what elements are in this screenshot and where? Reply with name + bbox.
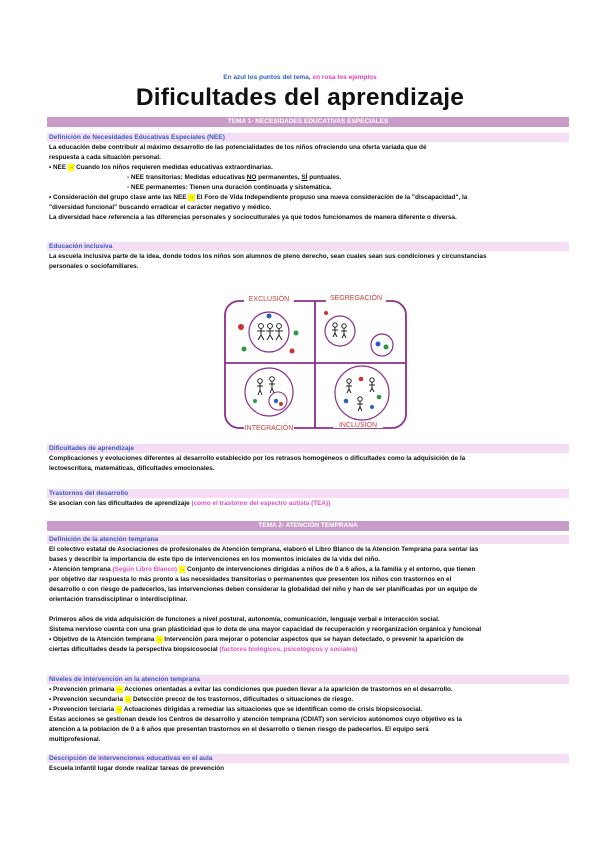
bullet-label: • Prevención secundaria — [49, 696, 123, 703]
underlined-no: NO — [246, 174, 257, 181]
bullet-text: Detección precoz de los trastornos, dificultades o situaciones de riesgo. — [132, 696, 354, 703]
atencion-heading: Definición de la atención temprana — [47, 535, 569, 544]
text-line: respuesta a cada situación personal. — [49, 154, 161, 161]
text-line: por objetivo dar respuesta lo más pronto a las necesidades transitorias o permanentes que presenten los niños con trastornos en el — [49, 576, 452, 583]
bullet-nee — [49, 163, 571, 173]
tema2-banner: TEMA 2- ATENCIÓN TEMPRANA — [47, 521, 569, 531]
text-line: personales o sociofamiliares. — [49, 263, 139, 270]
bullet-text: El Foro de Vida Independiente propuso una nueva consideración de la "discapacidad", la — [196, 194, 468, 201]
inclusion-diagram — [222, 289, 410, 433]
arrow-icon: → — [116, 686, 123, 693]
text-line: Estas acciones se gestionan desde los Centros de desarrollo y atención temprana (CDIAT) son servicios autónomos cuyo objetivo es la — [49, 716, 462, 723]
bullet-text: Conjunto de intervenciones dirigidas a niños de 0 a 6 años, a la familia y el entorno, que tienen — [187, 566, 476, 573]
text-line: lectoescritura, matemáticas, dificultades emocionales. — [49, 465, 215, 472]
bullet-label: • Prevención primaria — [49, 686, 115, 693]
bullet-label: • Consideración del grupo clase ante las NEE — [49, 194, 187, 201]
text-line: Sistema nervioso cuenta con una gran plasticidad que lo dota de una mayor capacidad de recuperación y reorganización orgánica y funcional — [49, 626, 482, 633]
text-line: multiprofesional. — [49, 736, 101, 743]
label-segregacion: SEGREGACIÓN — [329, 295, 383, 302]
nee-permanentes: - NEE permanentes: Tienen una duración continuada y sistemática. — [127, 184, 332, 191]
bullet-label: • Objetivo de la Atención temprana — [49, 636, 155, 643]
bullet-objetivo — [49, 635, 571, 645]
text-line: orientación transdisciplinar o interdisciplinar. — [49, 596, 188, 603]
example-text: (Según Libro Blanco) — [112, 566, 178, 573]
arrow-icon: → — [178, 566, 186, 573]
label-inclusion: INCLUSIÓN — [338, 422, 378, 429]
bullet-primaria — [49, 685, 571, 695]
arrow-icon: → — [67, 164, 75, 171]
bullet-atencion — [49, 565, 571, 575]
text-line: La educación debe contribuir al máximo desarrollo de las potencialidades de los niños ofreciendo una oferta variada que dé — [49, 144, 427, 151]
niveles-heading: Niveles de intervención en la atención temprana — [47, 675, 569, 684]
color-legend — [0, 74, 600, 81]
sub-text: - NEE transitorias: Medidas educativas — [127, 174, 245, 181]
text-line: desarrollo o con riesgo de padecerlos, las intervenciones deben considerar la globalidad del niño y han de ser planificadas por un equipo de — [49, 586, 478, 593]
bullet-text: Cuando los niños requieren medidas educativas extraordinarias. — [76, 164, 273, 171]
bullet-secundaria — [49, 695, 571, 705]
text-line: "diversidad funcional" buscando erradicar el carácter negativo y médico. — [49, 204, 272, 211]
exclusion-quadrant — [238, 312, 299, 354]
aula-heading: Descripción de intervenciones educativas en el aula — [47, 754, 569, 763]
nee-text — [49, 143, 571, 223]
arrow-icon: → — [115, 706, 123, 713]
trastornos-heading: Trastornos del desarrollo — [47, 489, 569, 498]
text-line: La escuela inclusiva parte de la idea, donde todos los niños son alumnos de pleno derecho, sean cuales sean sus condiciones y circunstancias — [49, 253, 487, 260]
dificultades-heading: Dificultades de aprendizaje — [47, 444, 569, 453]
bullet-text: Intervención para mejorar o potenciar aspectos que se hayan detectado, o prevenir la aparición de — [164, 636, 464, 643]
bullet-text: Acciones orientadas a evitar las condiciones que pueden llevar a la aparición de trastornos en el desarrollo. — [124, 686, 453, 693]
bullet-label: • NEE — [49, 164, 67, 171]
text-line: El colectivo estatal de Asociaciones de profesionales de Atención temprana, elaboró el Libro Blanco de la Atención Temprana para sentar las — [49, 546, 479, 553]
underlined-si: SÍ — [301, 174, 308, 181]
segregacion-quadrant — [324, 311, 393, 356]
inclusiva-heading: Educación inclusiva — [47, 242, 569, 251]
label-exclusion: EXCLUSIÓN — [248, 296, 290, 303]
nee-heading: Definición de Necesidades Educativas Especiales (NEE) — [47, 133, 569, 142]
aula-text: Escuela infantil lugar donde realizar tareas de prevención — [49, 765, 225, 772]
arrow-icon: → — [124, 696, 132, 703]
trastornos-text — [49, 499, 571, 509]
text-span: ciertas dificultades desde la perspectiva biopsicosocial — [49, 646, 218, 653]
bullet-text: Actuaciones dirigidas a remediar las situaciones que se identifican como de crisis biopsicosocial. — [123, 706, 423, 713]
inclusiva-text — [49, 252, 571, 272]
bullet-terciaria — [49, 705, 571, 715]
legend-blue: En azul los puntos del tema, — [223, 74, 311, 81]
bullet-label: • Prevención terciaria — [49, 706, 115, 713]
atencion-text — [49, 545, 571, 655]
arrow-icon: → — [156, 636, 163, 643]
text-line: bases y describir la importancia de este tipo de intervenciones en los momentos iniciales de la vida del niño. — [49, 556, 380, 563]
arrow-icon: → — [188, 194, 195, 201]
page-title: Dificultades del aprendizaje — [135, 84, 465, 111]
sub-text: puntuales. — [309, 174, 342, 181]
bullet-label: • Atención temprana — [49, 566, 111, 573]
text-line: Se asocian con las dificultades de aprendizaje — [49, 500, 190, 507]
inclusion-quadrant — [335, 366, 389, 420]
example-text: (como el trastorno del espectro autista (TEA)) — [191, 500, 331, 507]
integracion-quadrant — [245, 368, 293, 416]
dificultades-text — [49, 454, 571, 474]
sub-text: permanentes, — [258, 174, 300, 181]
text-line: Primeros años de vida adquisición de funciones a nivel postural, autonomía, comunicación, lenguaje verbal e interacción social. — [49, 616, 440, 623]
tema1-banner: TEMA 1- NECESIDADES EDUCATIVAS ESPECIALES — [47, 117, 569, 127]
label-integracion: INTEGRACIÓN — [244, 425, 294, 432]
bullet-consideracion — [49, 193, 571, 203]
text-line: atención a la población de 0 a 6 años que presentan trastornos en el desarrollo o tienen riesgo de padecerlos. El equipo será — [49, 726, 429, 733]
text-line: La diversidad hace referencia a las diferencias personales y socioculturales ya que todos funcionamos de manera diferente o diversa. — [49, 214, 457, 221]
nee-transitorias — [49, 173, 571, 183]
niveles-text — [49, 685, 571, 745]
text-line — [49, 645, 571, 655]
example-text: (factores biológicos, psicológicos y sociales) — [219, 646, 358, 653]
text-line: Complicaciones y evoluciones diferentes al desarrollo establecido por los retrasos homogéneos o dificultades como la adquisición de la — [49, 455, 466, 462]
legend-pink: en rosa los ejemplos — [312, 74, 377, 81]
